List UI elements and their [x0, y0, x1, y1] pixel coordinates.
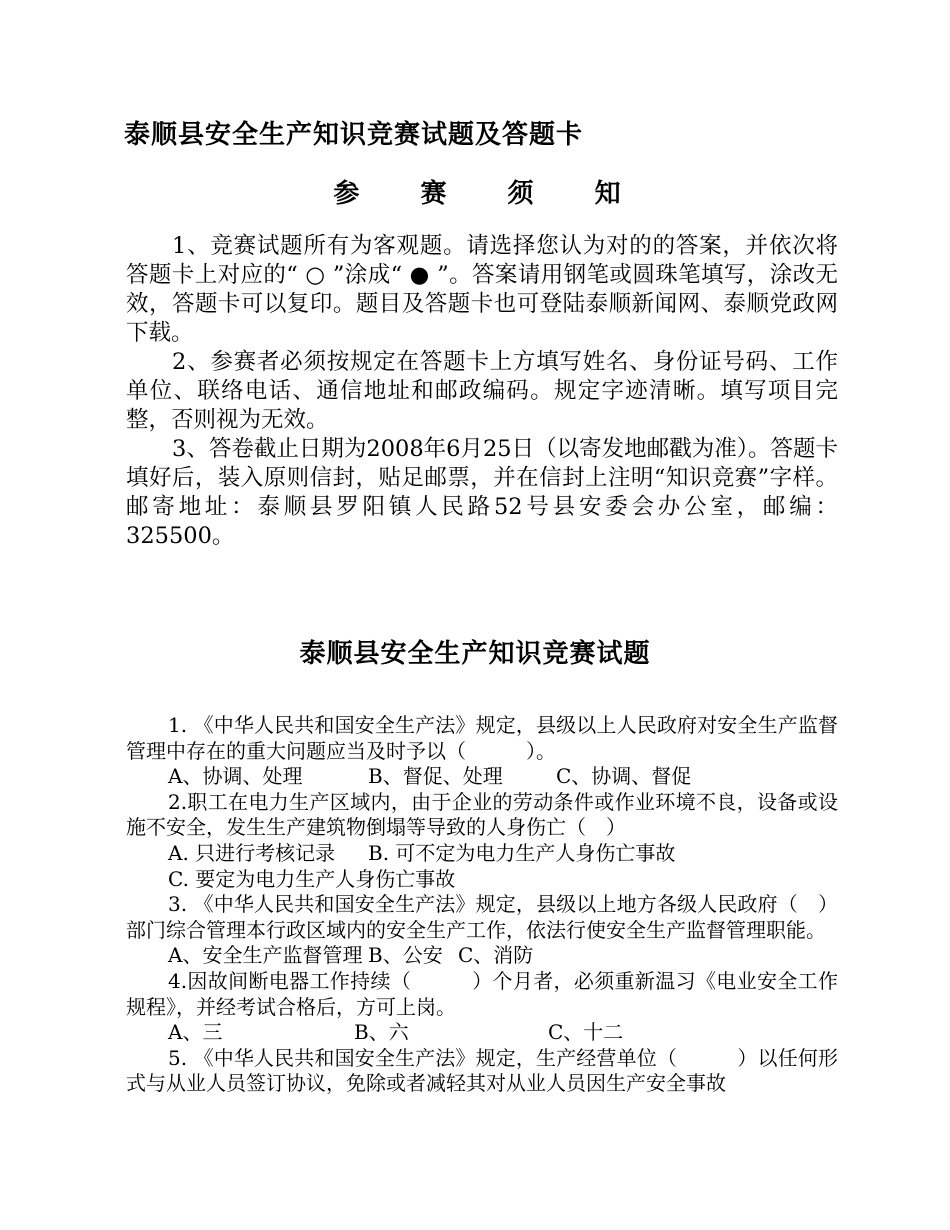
exam-title: 泰顺县安全生产知识竞赛试题 — [299, 639, 651, 669]
option-a: A、协调、处理 — [168, 764, 303, 789]
option-c: C、消防 — [458, 943, 534, 968]
option-c: C、十二 — [548, 1020, 624, 1045]
document-title: 泰顺县安全生产知识竞赛试题及答题卡 — [124, 120, 584, 150]
question-list — [126, 713, 838, 1097]
option-b: B、公安 — [368, 943, 443, 968]
notice-paragraph: 2、参赛者必须按规定在答题卡上方填写姓名、身份证号码、工作单位、联络电话、通信地址和邮政编码。规定字迹清晰。填写项目完整，否则视为无效。 — [126, 349, 838, 433]
option-b: B. 可不定为电力生产人身伤亡事故 — [368, 840, 676, 865]
notice-title: 参 赛 须 知 — [333, 179, 647, 209]
option-b: B、六 — [354, 1020, 409, 1045]
question-options — [126, 1020, 838, 1046]
option-a: A. 只进行考核记录 — [168, 840, 336, 865]
question-stem: 4.因故间断电器工作持续（ ）个月者，必须重新温习《电业安全工作规程》，并经考试合格后，方可上岗。 — [126, 968, 838, 1019]
question-stem: 2.职工在电力生产区域内，由于企业的劳动条件或作业环境不良，设备或设施不安全，发生生产建筑物倒塌等导致的人身伤亡（ ） — [126, 789, 838, 840]
option-b: B、督促、处理 — [368, 764, 503, 789]
question-options — [126, 867, 838, 893]
question-stem: 3. 《中华人民共和国安全生产法》规定，县级以上地方各级人民政府（ ）部门综合管理本行政区域内的安全生产工作，依法行使安全生产监督管理职能。 — [126, 892, 838, 942]
question-options — [126, 943, 838, 969]
question-options — [126, 841, 838, 867]
option-a: A、三 — [168, 1020, 223, 1045]
question-stem: 5. 《中华人民共和国安全生产法》规定，生产经营单位（ ）以任何形式与从业人员签订协议，免除或者减轻其对从业人员因生产安全事故 — [126, 1045, 838, 1096]
option-c: C、协调、督促 — [556, 764, 692, 789]
notice-section — [126, 232, 838, 551]
option-a: A、安全生产监督管理 — [168, 943, 363, 968]
question-options — [126, 764, 838, 790]
notice-paragraph: 3、答卷截止日期为2008年6月25日（以寄发地邮戳为准）。答题卡填好后，装入原则信封，贴足邮票，并在信封上注明“知识竞赛”字样。邮寄地址：泰顺县罗阳镇人民路52号县安委会办公室，邮编：325500。 — [126, 436, 838, 549]
notice-paragraph: 1、竞赛试题所有为客观题。请选择您认为对的的答案，并依次将答题卡上对应的“ ○ ”涂成“ ● ”。答案请用钢笔或圆珠笔填写，涂改无效，答题卡可以复印。题目及答题卡也可登陆泰顺新闻网、泰顺党政网下载。 — [126, 233, 838, 346]
question-stem: 1. 《中华人民共和国安全生产法》规定，县级以上人民政府对安全生产监督管理中存在的重大问题应当及时予以（ ）。 — [126, 713, 838, 763]
option-c: C. 要定为电力生产人身伤亡事故 — [168, 866, 456, 891]
